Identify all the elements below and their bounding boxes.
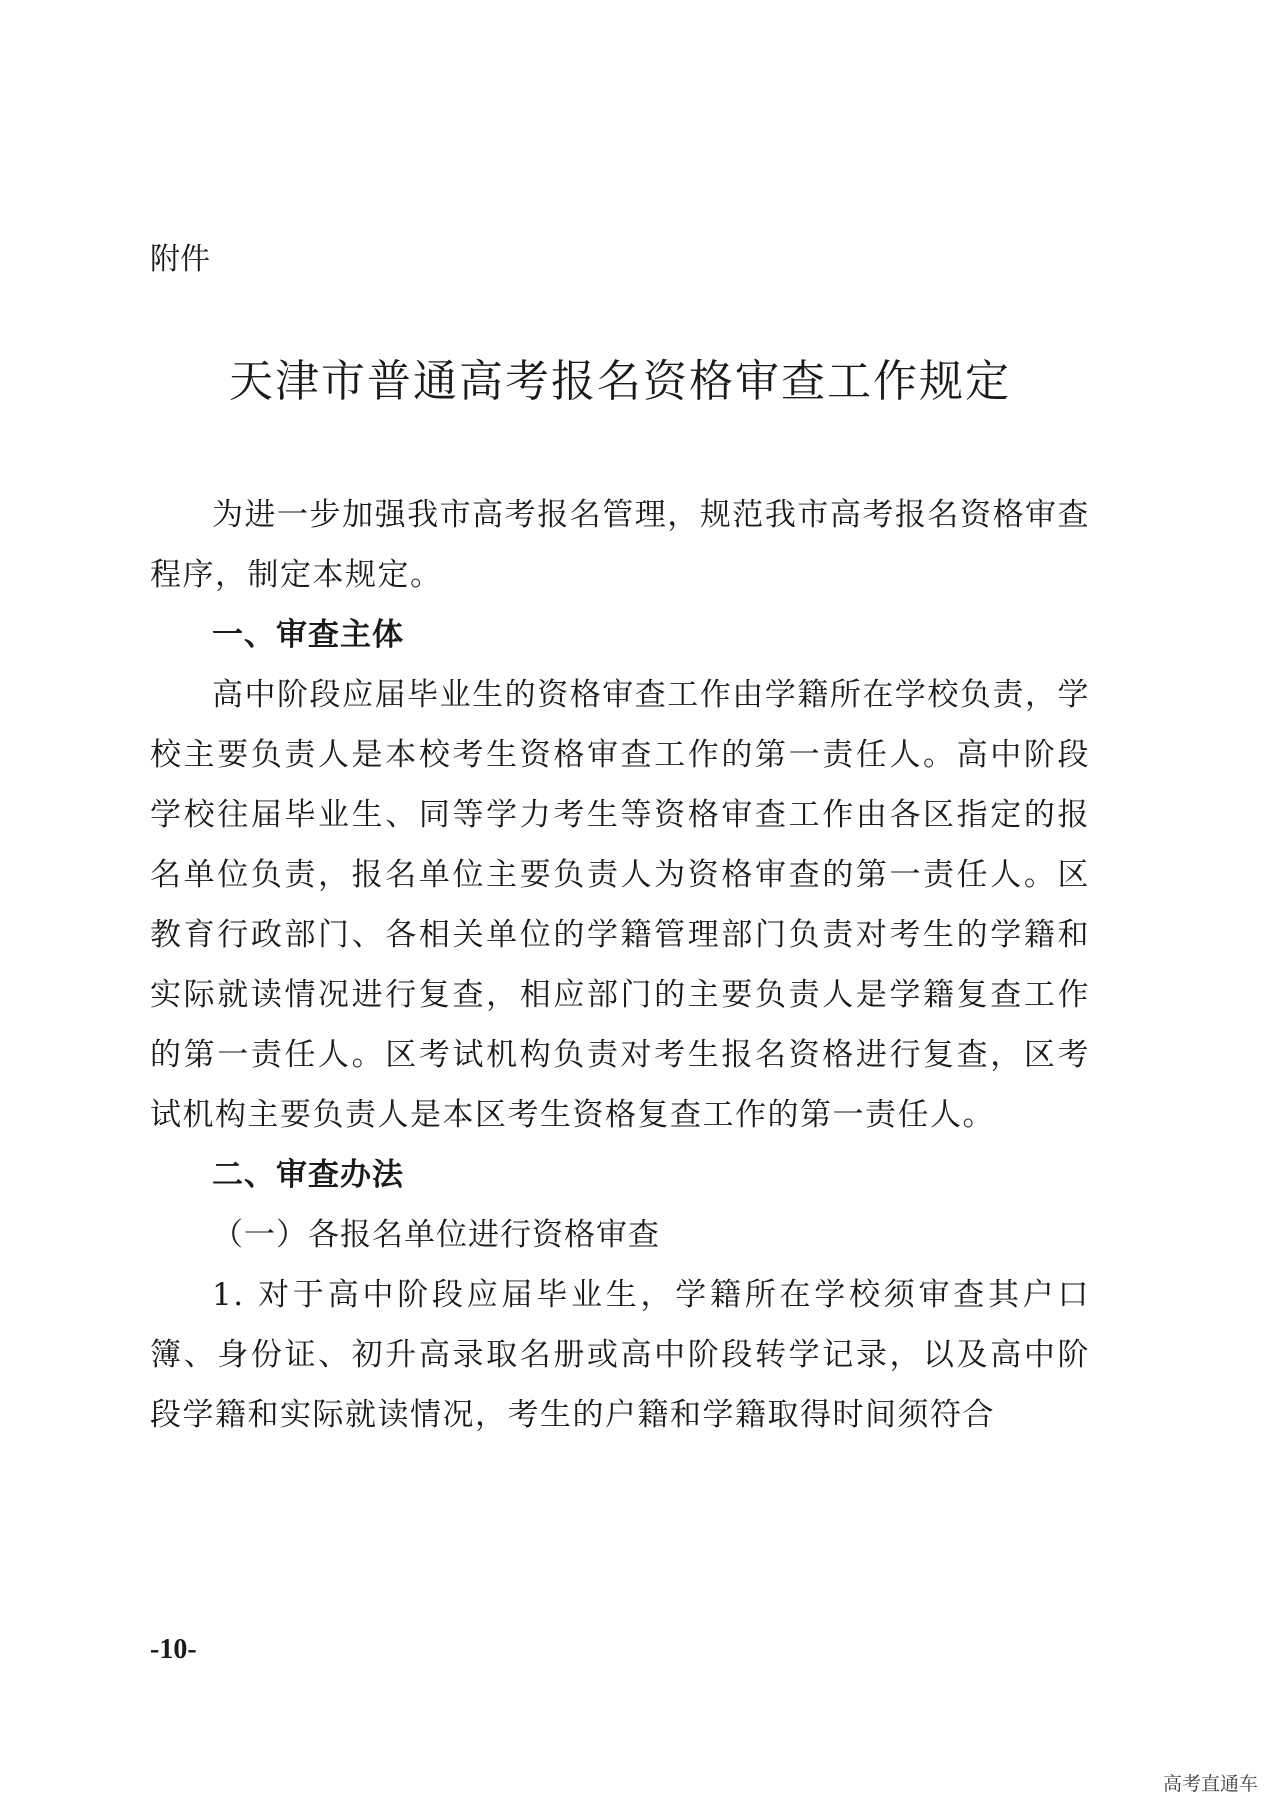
page-number: -10- bbox=[150, 1634, 197, 1665]
item-1-paragraph: 1. 对于高中阶段应届毕业生，学籍所在学校须审查其户口簿、身份证、初升高录取名册或高中阶段转学记录，以及高中阶段学籍和实际就读情况，考生的户籍和学籍取得时间须符合 bbox=[150, 1277, 1090, 1433]
subsection-heading-1: （一）各报名单位进行资格审查 bbox=[212, 1217, 660, 1253]
document-title: 天津市普通高考报名资格审查工作规定 bbox=[229, 356, 1011, 407]
intro-paragraph: 为进一步加强我市高考报名管理，规范我市高考报名资格审查程序，制定本规定。 bbox=[150, 497, 1090, 593]
section-1-paragraph: 高中阶段应届毕业生的资格审查工作由学籍所在学校负责，学校主要负责人是本校考生资格审查工作的第一责任人。高中阶段学校往届毕业生、同等学力考生等资格审查工作由各区指定的报名单位负责，报名单位主要负责人为资格审查的第一责任人。区教育行政部门、各相关单位的学籍管理部门负责对考生的学籍和实际就读情况进行复查，相应部门的主要负责人是学籍复查工作的第一责任人。区考试机构负责对考生报名资格进行复查，区考试机构主要负责人是本区考生资格复查工作的第一责任人。 bbox=[150, 677, 1090, 1133]
attachment-label: 附件 bbox=[150, 242, 210, 277]
section-heading-2: 二、审查办法 bbox=[212, 1157, 404, 1193]
document-body bbox=[150, 485, 1090, 1445]
section-heading-1: 一、审查主体 bbox=[212, 617, 404, 653]
watermark: 高考直通车 bbox=[1162, 1773, 1258, 1795]
